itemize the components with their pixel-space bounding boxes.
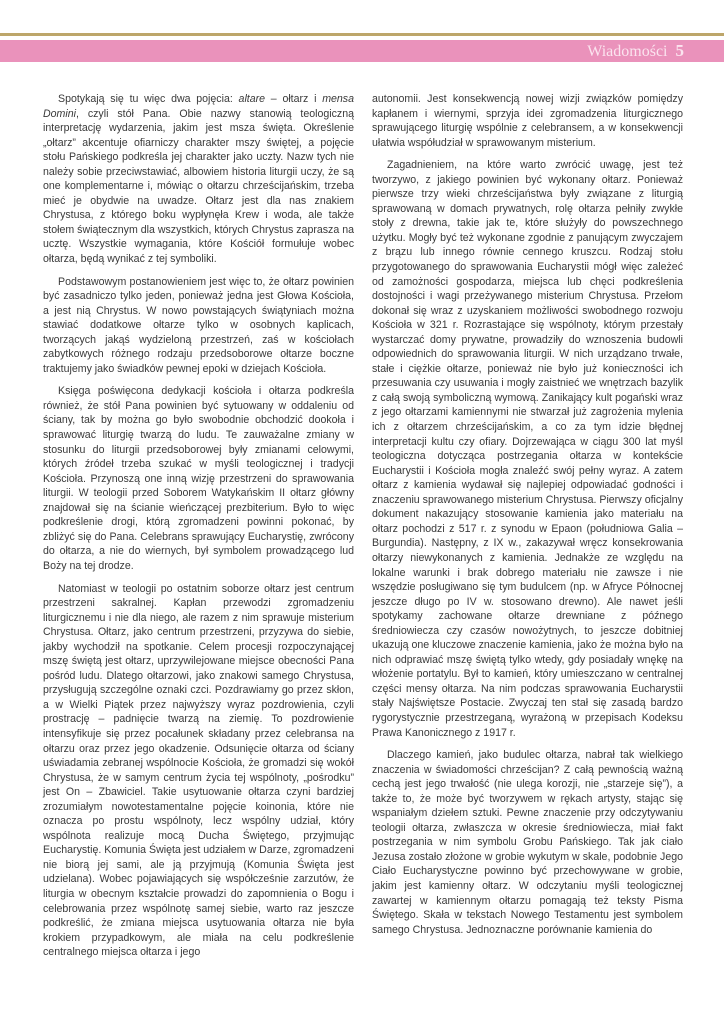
paragraph-6: Dlaczego kamień, jako budulec ołtarza, nabrał tak wielkiego znaczenia w świadomości chrześcijan? Z całą pewnością ważną cechą jest jego trwałość (nie ulega korozji, nie „starzeje się”), a także to, że może być tworzywem w rękach artysty, stając się wspaniałym dziełem sztuki. Pewne znaczenie przy odczytywaniu teologii ołtarza, zwłaszcza w okresie średniowiecza, miał fakt postrzegania w nim symbolu Grobu Pańskiego. Tak jak ciało Jezusa zostało złożone w grobie wykutym w skale, podobnie Jego Ciało Eucharystyczne powinno być przechowywane w grobie, jakim jest kamienny ołtarz. W odczytaniu myśli teologicznej zawartej w kamiennym ołtarzu pomagają też teksty Pisma Świętego. Skała w tekstach Nowego Testamentu jest symbolem samego Chrystusa. Jednoznaczne porównanie kamienia do — [372, 749, 683, 936]
paragraph-2: Podstawowym postanowieniem jest więc to, że ołtarz powinien być zasadniczo tylko jeden, ponieważ jedna jest Głowa Kościoła, a jest nią Chrystus. W nowo powstających świątyniach można stawiać dodatkowe ołtarze tylko w osobnych kaplicach, tworzących jakąś wydzieloną przestrzeń, zaś w kościołach zabytkowych różnego rodzaju przedsoborowe ołtarze boczne traktujemy jako świadków pewnej epoki w dziejach Kościoła. — [43, 275, 354, 375]
section-title: Wiadomości — [587, 43, 668, 60]
latin-term: mensa Domini — [43, 93, 354, 120]
paragraph-continued: autonomii. Jest konsekwencją nowej wizji związków pomiędzy kapłanem i wiernymi, sprzyja idei zgromadzenia liturgicznego sprawującego liturgię wspólnie z celebransem, a w konsekwencji ułatwia współudział w sprawowanym misterium. — [372, 93, 683, 149]
left-column — [43, 92, 354, 960]
latin-term: altare — [238, 93, 266, 105]
page-number: 5 — [675, 41, 684, 60]
running-head — [587, 40, 684, 62]
paragraph-4: Natomiast w teologii po ostatnim soborze ołtarz jest centrum przestrzeni sakralnej. Kapłan przewodzi zgromadzeniu liturgicznemu i nie dla niego, ale razem z nim sprawuje misterium Chrystusa. Ołtarz, jako centrum przestrzeni, przyzywa do siebie, jakby wychodził na spotkanie. Celem procesji rozpoczynającej mszę świętą jest ołtarz, uprzywilejowane miejsce obecności Pana pośród ludu. Dlatego ołtarzowi, jako znakowi samego Chrystusa, przysługują szczególne oznaki czci. Pozdrawiamy go przez skłon, a w Wielki Piątek przez najwyższy wyraz pozdrowienia, czyli prostrację – padnięcie twarzą na ziemię. To pozdrowienie intensyfikuje się przez pocałunek składany przez celebransa na ołtarzu oraz przez jego okadzenie. Odsunięcie ołtarza od ściany uświadamia zebranej wspólnocie Kościoła, że gromadzi się wokół Chrystusa, że w samym centrum życia tej wspólnoty, „pośrodku” jest On – Zbawiciel. Takie usytuowanie ołtarza czyni bardziej zrozumiałym nowotestamentalne pojęcie koinonia, które nie oznacza po prostu wspólnoty, lecz wspólny udział, który wspólnota realizuje mocą Ducha Świętego, przyjmując Eucharystię. Komunia Święta jest udziałem w Darze, zgromadzeni nie biorą jej sami, ale ją przyjmują (Komunia Święta jest udzielana). Wobec pojawiających się współcześnie zarzutów, że liturgia w obecnym kształcie prowadzi do zapomnienia o Bogu i celebrowania przez wspólnotę samej siebie, warto raz jeszcze podkreślić, że zmiana miejsca usytuowania ołtarza nie była krokiem przypadkowym, ale miała na celu podkreślenie centralnego miejsca ołtarza i jego — [43, 582, 354, 959]
paragraph-1: Spotykają się tu więc dwa pojęcia: altare – ołtarz i mensa Domini, czyli stół Pana. Obie nazwy stanowią teologiczną interpretację wydarzenia, jakim jest msza święta. Określenie „ołtarz” akcentuje ofiarniczy charakter mszy świętej, a pojęcie stołu Pańskiego podkreśla jej charakter jako uczty. Nazw tych nie należy sobie przeciwstawiać, albowiem historia liturgii uczy, że są one komplementarne i, mówiąc o ołtarzu chrześcijańskim, trzeba mieć je obydwie na uwadze. Ołtarz jest dla nas znakiem Chrystusa, z którego boku wypłynęła Krew i woda, ale także stołem świątecznym dla wszystkich, których Chrystus zaprasza na ucztę. Wszystkie wymagania, które Kościół formułuje wobec ołtarza, będą wynikać z tej symboliki. — [43, 93, 354, 266]
header-gold-rule — [0, 33, 724, 36]
paragraph-5: Zagadnieniem, na które warto zwrócić uwagę, jest też tworzywo, z jakiego powinien być wykonany ołtarz. Ponieważ pierwsze trzy wieki chrześcijaństwa były związane z liturgią sprawowaną w domach prywatnych, rolę ołtarza pełniły zwykłe stoły z drewna, takie jak te, które służyły do powszechnego użytku. Mogły być też wykonane zgodnie z panującym zwyczajem z brązu lub innego równie cennego kruszcu. Rodzaj stołu przygotowanego do sprawowania Eucharystii mógł więc zależeć od zamożności gospodarza, miejsca lub chęci podkreślenia dostojności i wagi przeżywanego misterium Chrystusa. Przełom dokonał się wraz z uzyskaniem możliwości swobodnego rozwoju Kościoła w 321 r. Rozrastające się wspólnoty, którym przestały wystarczać domy prywatne, prowadziły do wznoszenia budowli odpowiednich do sprawowania liturgii. W nich urządzano trwałe, stałe i ciężkie ołtarze, ponieważ nie było już konieczności ich przesuwania czy usuwania i mogły zaistnieć we wnętrzach bazylik z całą swoją symboliczną wymową. Zanikający kult pogański wraz z jego ołtarzami kamiennymi nie stwarzał już zagrożenia mylenia ich z ołtarzem chrześcijańskim, a co za tym idzie błędnej interpretacji kultu czy ofiary. Dojrzewająca w ciągu 300 lat myśl teologiczna dotycząca postrzegania ołtarza w kontekście Eucharystii i Kościoła mogła znaleźć swój pełny wyraz. A zatem ołtarz z kamienia wydawał się najlepiej odpowiadać godności i znaczeniu sprawowanego misterium Chrystusa. Pierwszy oficjalny dokument nakazujący stosowanie kamienia jako materiału na ołtarz pochodzi z 517 r. z synodu w Epaon (południowa Galia – Burgundia). Następny, z IX w., zakazywał wręcz konsekrowania ołtarzy niewykonanych z kamienia. Jednakże ze względu na lokalne warunki i brak dobrego materiału nie zawsze i nie wszędzie posługiwano się tym budulcem (np. w Afryce Północnej jeszcze długo po IV w. stosowano drewno). Ale nawet jeśli spotykamy zachowane ołtarze drewniane z późnego średniowiecza czy czasów nowożytnych, to jeszcze dobitniej ukazują one kluczowe znaczenie kamienia, jako że można było na nich odprawiać mszę świętą tylko wtedy, gdy posiadały wnękę na włożenie portatylu. Był to kamień, który umieszczano w centralnej części mensy ołtarza. Na nim podczas sprawowania Eucharystii stały Najświętsze Postacie. Zwyczaj ten stał się zasadą bardzo rygorystycznie przestrzeganą, wyrażoną w przepisach Kodeksu Prawa Kanonicznego z 1917 r. — [372, 159, 683, 739]
right-column — [372, 92, 683, 937]
paragraph-3: Księga poświęcona dedykacji kościoła i ołtarza podkreśla również, że stół Pana powinien być sytuowany w oddaleniu od ściany, tak by można go było swobodnie obchodzić dookoła i sprawować liturgię twarzą do ludu. Te zauważalne zmiany w stosunku do liturgii przedsoborowej były zmianami celowymi, których źródeł trzeba szukać w myśli teologicznej i tradycji Kościoła. Przynoszą one inną wizję przestrzeni do sprawowania liturgii. W teologii przed Soborem Watykańskim II ołtarz główny znajdował się na ścianie wieńczącej prezbiterium. Było to więc podkreślenie drogi, którą zgromadzeni powinni pokonać, by zbliżyć się do Pana. Celebrans sprawujący Eucharystię, zwrócony do ołtarza, a nie do wiernych, był symbolem prowadzącego lud Boży na tej drodze. — [43, 385, 354, 572]
